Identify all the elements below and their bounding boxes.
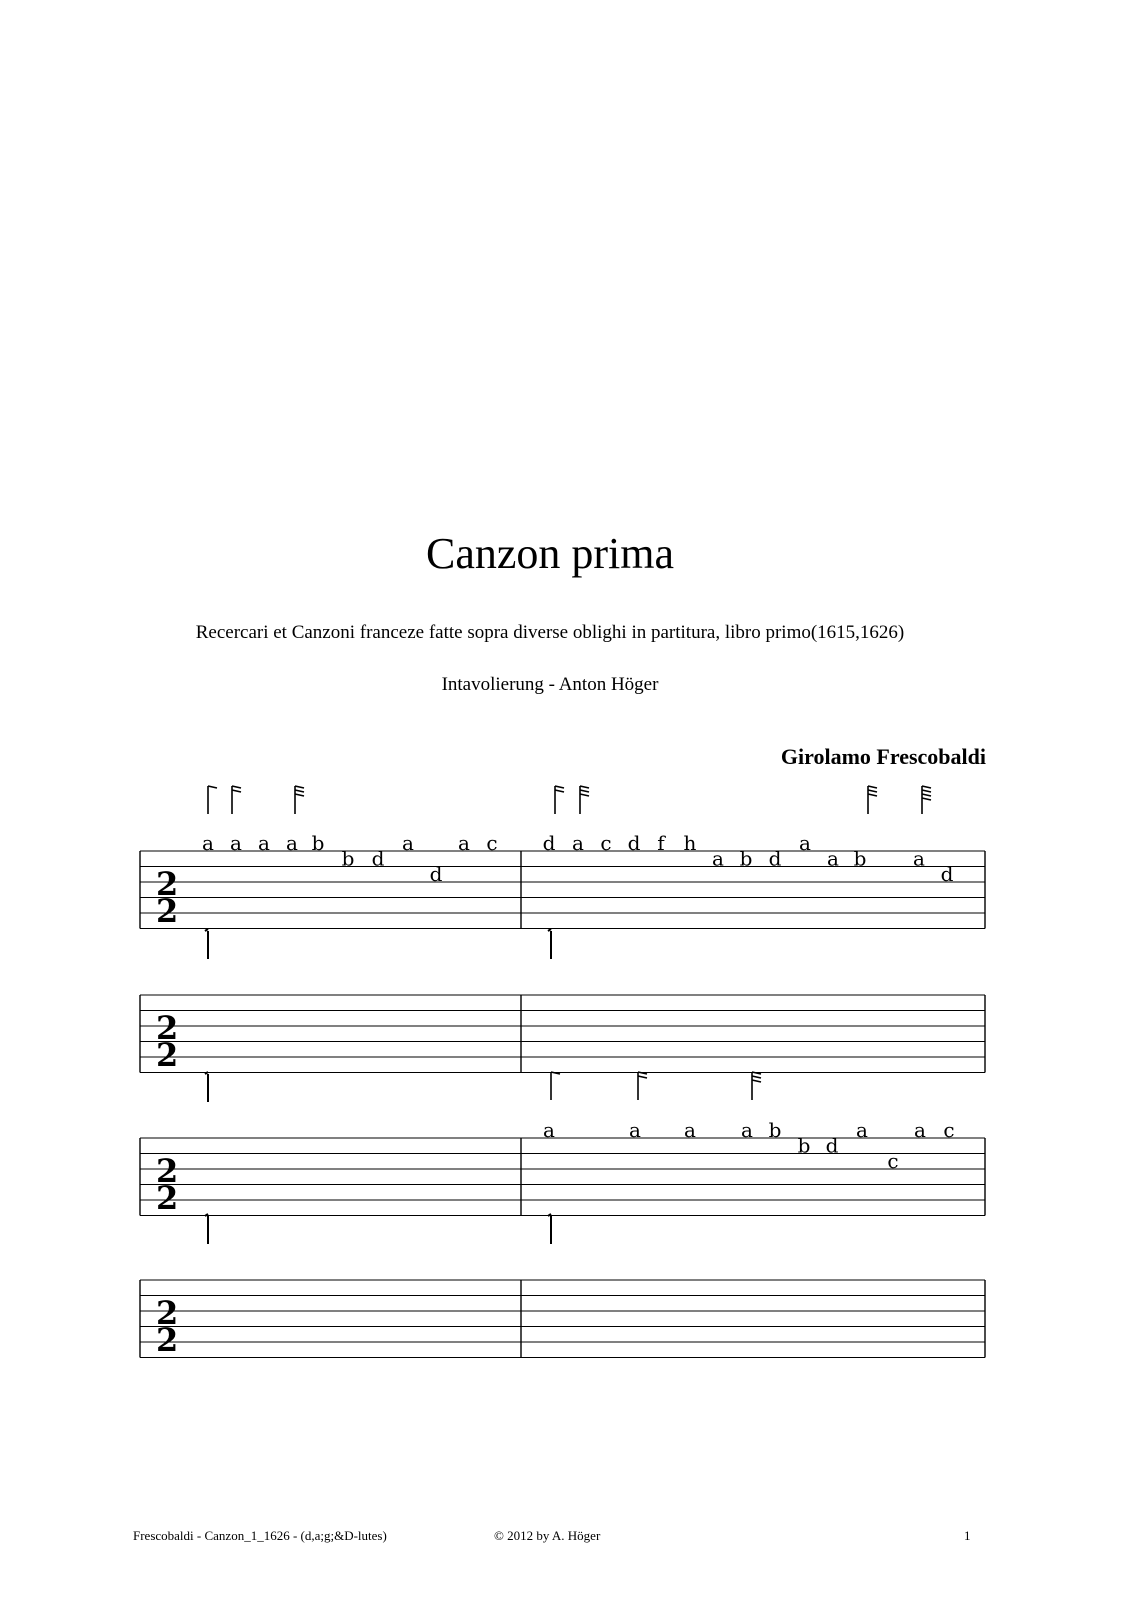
tab-letter: d [429,862,443,886]
rhythm-flag-2-1-2-bar [752,1076,761,1078]
rhythm-flag-0-1-2-bar [868,786,877,788]
rhythm-flag-1-0-0-cap [205,929,208,931]
footer-file-info: Frescobaldi - Canzon_1_1626 - (d,a;g;&D-lutes) [133,1528,387,1543]
tab-letter: b [768,1118,782,1142]
tab-letter: c [600,831,612,855]
rhythm-flag-0-0-3-bar [295,794,304,796]
time-signature-top: 2 [156,865,179,903]
tab-letter: a [286,831,298,855]
tab-letter: a [202,831,214,855]
arranger-line: Intavolierung - Anton Höger [441,674,659,695]
time-signature-bottom: 2 [156,1036,179,1074]
tab-letter: a [629,1118,641,1142]
tab-letter: a [913,846,925,871]
rhythm-flag-1-1-0-cap [548,929,551,931]
time-signature-bottom: 2 [156,892,179,930]
rhythm-flag-0-1-1-bar [580,786,589,788]
tab-letter: a [856,1118,868,1142]
tab-letter: a [741,1118,753,1142]
tab-letter: b [797,1133,811,1158]
tab-letter: b [739,846,753,871]
rhythm-flag-0-0-1-bar [232,786,241,788]
tab-letter: h [683,831,697,855]
tab-letter: f [657,831,665,855]
rhythm-flag-0-1-3-bar [922,790,931,792]
rhythm-flag-0-1-0-bar [555,786,564,788]
tab-letter: b [853,846,867,871]
tab-letter: d [371,846,385,871]
time-signature-bottom: 2 [156,1321,179,1359]
tab-letter: a [712,846,724,871]
tab-letter: c [887,1149,899,1173]
rhythm-flag-2-1-2-bar [752,1080,761,1082]
tab-letter: a [684,1118,696,1142]
tab-letter: a [543,1118,555,1142]
tab-letter: a [799,831,811,855]
source-subtitle: Recercari et Canzoni franceze fatte sopra diverse oblighi in partitura, libro primo(1615,1626) [195,622,905,643]
rhythm-flag-0-1-3-bar [922,798,931,800]
rhythm-flag-0-1-2-bar [868,790,877,792]
rhythm-flag-0-0-0-bar [208,786,217,788]
rhythm-flag-0-1-3-bar [922,794,931,796]
rhythm-flag-0-1-0-bar [555,790,564,792]
rhythm-flag-0-0-3-bar [295,790,304,792]
tab-letter: d [542,831,556,855]
rhythm-flag-2-1-1-bar [638,1076,647,1078]
tab-letter: d [825,1133,839,1158]
tab-letter: b [341,846,355,871]
footer-copyright: © 2012 by A. Höger [494,1528,601,1543]
tab-letter: c [486,831,498,855]
rhythm-flag-0-1-1-bar [580,794,589,796]
tab-letter: d [940,862,954,886]
tab-letter: a [258,831,270,855]
rhythm-flag-0-0-3-bar [295,786,304,788]
tab-letter: b [311,831,325,855]
composer-name: Girolamo Frescobaldi [780,744,986,769]
time-signature-bottom: 2 [156,1179,179,1217]
tab-letter: d [627,831,641,855]
time-signature-top: 2 [156,1294,179,1332]
tab-letter: c [943,1118,955,1142]
tab-letter: d [768,846,782,871]
time-signature-top: 2 [156,1152,179,1190]
rhythm-flag-0-1-3-bar [922,786,931,788]
tab-letter: a [230,831,242,855]
page-title: Canzon prima [425,529,675,578]
time-signature-top: 2 [156,1009,179,1047]
tab-letter: a [572,831,584,855]
rhythm-flag-0-1-1-bar [580,790,589,792]
tab-letter: a [827,846,839,871]
tab-letter: a [402,831,414,855]
tab-letter: a [914,1118,926,1142]
tab-letter: a [458,831,470,855]
footer-page-number: 1 [964,1528,971,1543]
rhythm-flag-0-1-2-bar [868,794,877,796]
rhythm-flag-0-0-1-bar [232,790,241,792]
